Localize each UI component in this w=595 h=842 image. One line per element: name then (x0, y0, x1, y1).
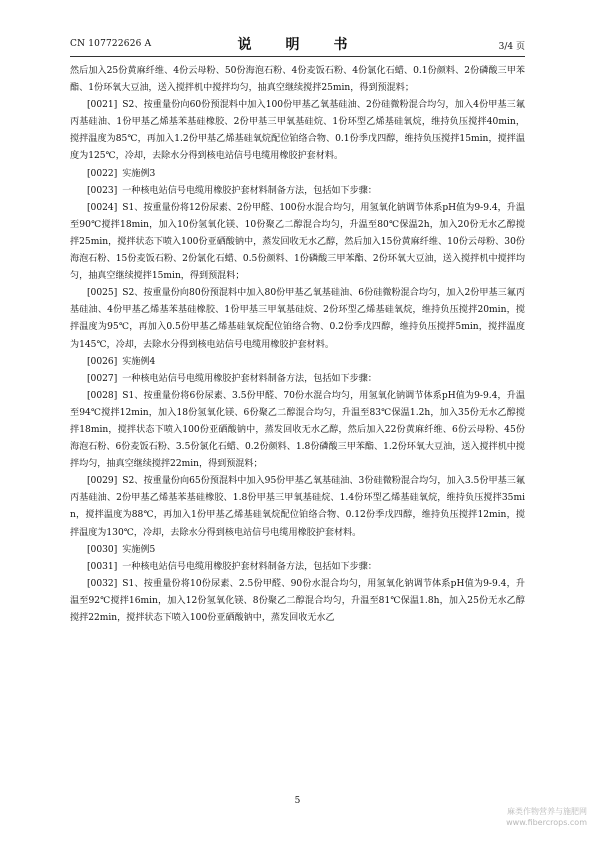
page-number: 5 (294, 796, 301, 806)
paragraph-0028: [0028] S1、按重量份将6份尿素、3.5份甲醛、70份水混合均匀，用氢氧化钠调节体系pH值为9-9.4，升温至94℃搅拌12min，加入18份氢氧化镁、6份聚乙二醇混合均匀，升温至83℃保温1.2h，加入35份无水乙醇搅拌18min，搅拌状态下喷入100份亚硒酸钠中，蒸发回收无水乙醇，然后加入22份黄麻纤维、6份云母粉、45份海泡石粉、6份麦饭石粉、3.5份氯化石蜡、0.2份颜料、1.8份磷酸三甲苯酯、1.2份环氧大豆油，送入搅拌机中搅拌均匀，抽真空继续搅拌22min，得到预混料； (70, 390, 525, 470)
paragraph-0029: [0029] S2、按重量份向65份预混料中加入95份甲基乙氧基硅油、3份硅微粉混合均匀，加入3.5份甲基三氟丙基硅油、2份甲基乙烯基苯基硅橡胶、1.8份甲基三甲氧基硅烷、1.4份环型乙烯基硅氧烷，维持负压搅拌35min，搅拌温度为88℃，再加入1份甲基乙烯基硅氧烷配位铂络合物、0.12份季戊四醇，维持负压搅拌12min，搅拌温度为130℃，冷却，去除水分得到核电站信号电缆用橡胶护套材料。 (70, 476, 525, 538)
page-header (70, 30, 525, 57)
paragraph-number: [0027] (87, 373, 118, 384)
paragraph-0032: [0032] S1、按重量份将10份尿素、2.5份甲醛、90份水混合均匀，用氢氧化钠调节体系pH值为9-9.4，升温至92℃搅拌16min，加入12份氢氧化镁、8份聚乙二醇混合均匀，升温至81℃保温1.8h，加入25份无水乙醇搅拌22min，搅拌状态下喷入100份亚硒酸钠中，蒸发回收无水乙 (70, 578, 525, 623)
paragraph-number: [0026] (87, 356, 118, 367)
paragraph-0023: [0023] 一种核电站信号电缆用橡胶护套材料制备方法，包括如下步骤： (87, 185, 377, 196)
paragraph-number: [0022] (87, 168, 118, 179)
paragraph-0022: [0022] 实施例3 (87, 168, 156, 179)
paragraph-number: [0028] (87, 390, 118, 401)
paragraph-0025: [0025] S2、按重量份向80份预混料中加入80份甲基乙氧基硅油、6份硅微粉混合均匀，加入2份甲基三氟丙基硅油、4份甲基乙烯基苯基硅橡胶、1份甲基三甲氧基硅烷、2份环型乙烯基硅氧烷，维持负压搅拌20min，搅拌温度为95℃，再加入0.5份甲基乙烯基硅氧烷配位铂络合物、0.2份季戊四醇，维持负压搅拌5min，搅拌温度为145℃，冷却，去除水分得到核电站信号电缆用橡胶护套材料。 (70, 288, 525, 350)
paragraph-continued: 然后加入25份黄麻纤维、4份云母粉、50份海泡石粉、4份麦饭石粉、4份氯化石蜡、0.1份颜料、2份磷酸三甲苯酯、1份环氧大豆油，送入搅拌机中搅拌均匀，抽真空继续搅拌25min，得到预混料； (70, 66, 525, 94)
document-number: CN 107722626 A (70, 39, 152, 49)
paragraph-0024: [0024] S1、按重量份将12份尿素、2份甲醛、100份水混合均匀，用氢氧化钠调节体系pH值为9-9.4，升温至90℃搅拌18min，加入10份氢氧化镁、10份聚乙二醇混合均匀，升温至80℃保温2h，加入20份无水乙醇搅拌25min，搅拌状态下喷入100份亚硒酸钠中，蒸发回收无水乙醇，然后加入15份黄麻纤维、10份云母粉、30份海泡石粉、15份麦饭石粉、2份氯化石蜡、0.5份颜料、1份磷酸三甲苯酯、2份环氧大豆油，送入搅拌机中搅拌均匀，抽真空继续搅拌15min，得到预混料； (70, 202, 525, 282)
paragraph-0021: [0021] S2、按重量份向60份预混料中加入100份甲基乙氧基硅油、2份硅微粉混合均匀，加入4份甲基三氟丙基硅油、1份甲基乙烯基苯基硅橡胶、2份甲基三甲氧基硅烷、1份环型乙烯基硅氧烷，维持负压搅拌40min，搅拌温度为85℃，再加入1.2份甲基乙烯基硅氧烷配位铂络合物、0.1份季戊四醇，维持负压搅拌15min，搅拌温度为125℃，冷却，去除水分得到核电站信号电缆用橡胶护套材料。 (70, 100, 525, 162)
watermark (506, 806, 587, 828)
paragraph-0030: [0030] 实施例5 (87, 544, 156, 555)
watermark-url: www.fibercrops.com (506, 818, 587, 827)
document-body (70, 63, 525, 627)
paragraph-0026: [0026] 实施例4 (87, 356, 156, 367)
paragraph-number: [0021] (87, 100, 118, 111)
paragraph-number: [0025] (87, 288, 118, 299)
document-title: 说 明 书 (237, 37, 358, 53)
watermark-site-name: 麻类作物营养与施肥网 (507, 807, 587, 816)
paragraph-number: [0032] (87, 578, 118, 589)
paragraph-number: [0031] (87, 561, 118, 572)
paragraph-0031: [0031] 一种核电站信号电缆用橡胶护套材料制备方法，包括如下步骤： (87, 561, 377, 572)
paragraph-0027: [0027] 一种核电站信号电缆用橡胶护套材料制备方法，包括如下步骤： (87, 373, 377, 384)
page-info: 3/4 页 (498, 42, 525, 52)
paragraph-number: [0029] (87, 476, 118, 487)
paragraph-number: [0024] (87, 202, 118, 213)
paragraph-number: [0023] (87, 185, 118, 196)
paragraph-number: [0030] (87, 544, 118, 555)
